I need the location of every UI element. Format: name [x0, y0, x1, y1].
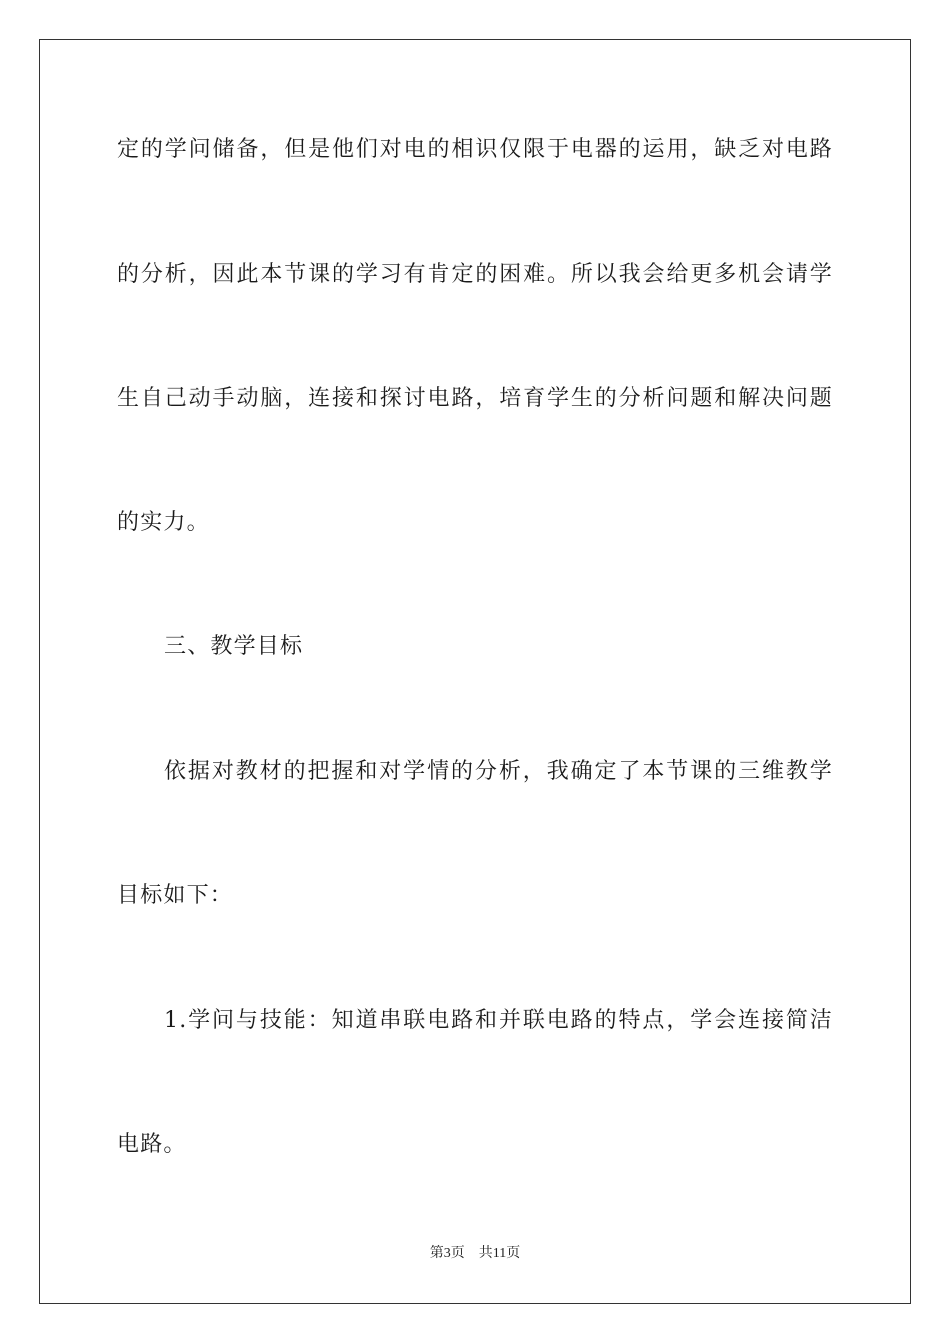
body-text-line: 的分析，因此本节课的学习有肯定的困难。所以我会给更多机会请学	[117, 262, 833, 287]
body-text-line: 的实力。	[117, 510, 210, 535]
body-text-line: 定的学问储备，但是他们对电的相识仅限于电器的运用，缺乏对电路	[117, 137, 833, 162]
body-text-line: 电路。	[117, 1132, 187, 1157]
page-footer	[0, 1244, 950, 1264]
body-text-line: 目标如下：	[117, 883, 234, 908]
page-total: 共11页	[478, 1246, 521, 1261]
body-text-line: 依据对教材的把握和对学情的分析，我确定了本节课的三维教学	[164, 759, 833, 784]
body-text-line: 1.学问与技能：知道串联电路和并联电路的特点，学会连接简洁	[164, 1008, 833, 1033]
page-border	[39, 39, 911, 1304]
body-text-line: 生自己动手动脑，连接和探讨电路，培育学生的分析问题和解决问题	[117, 386, 833, 411]
section-heading: 三、教学目标	[164, 634, 304, 659]
page-number: 第3页	[429, 1246, 465, 1261]
